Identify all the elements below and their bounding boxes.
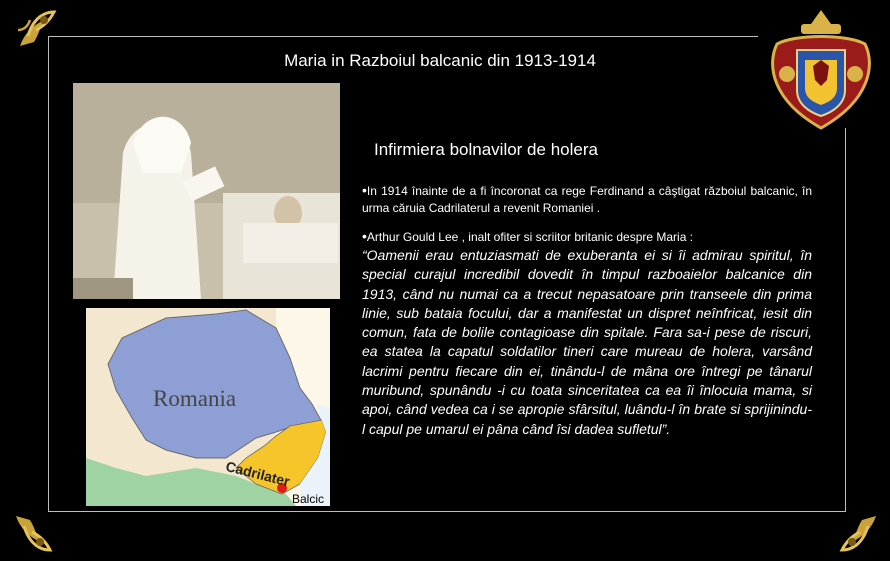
lee-quote: “Oamenii erau entuziasmati de exuberanta ei si îi admirau spiritul, în special curajul incredibil dovedit în timpul razboaielor balcanice din 1913, când nu numai ca a trecut nepasatoare prin transeele din prima linie, sub bataia focului, dar a manifestat un dispret neînfricat, iesit din comun, fata de bolile contagioase din spitale. Fara sa-i pese de riscuri, ea statea la capatul soldatilor tineri care mureau de holera, varsând lacrimi pentru fiecare din ei, tinându-l de mâna ore întregi pe tânarul muribund, spunându -i cu toata sinceritatea ca ea îi înlocuia mama, si apoi, când vedea ca i se apropie sfârsitul, luându-l în brate si sprijinindu-l capul pe umarul ei pâna când îsi dadea sufletul”. — [362, 247, 812, 437]
paragraph-lee-intro-text: Arthur Gould Lee , inalt ofiter si scriitor britanic despre Maria : — [366, 230, 694, 244]
fleur-ornament-icon — [14, 6, 60, 52]
fleur-ornament-icon — [836, 510, 882, 556]
nurse-photo — [73, 83, 340, 299]
section-subtitle: Infirmiera bolnavilor de holera — [374, 140, 598, 159]
balcic-marker — [277, 483, 287, 493]
paragraph-ferdinand — [362, 182, 812, 217]
slide-title: Maria in Razboiul balcanic din 1913-1914 — [284, 51, 596, 70]
romania-map — [86, 308, 330, 506]
frame-left-line — [48, 36, 49, 512]
paragraph-ferdinand-text: In 1914 înainte de a fi încoronat ca rege Ferdinand a câştigat războiul balcanic, în urma căruia Cadrilaterul a revenit Romaniei . — [362, 184, 812, 215]
bullet: • — [362, 228, 367, 244]
bullet: • — [362, 182, 367, 198]
frame-right-line — [845, 128, 846, 512]
map-label-balcic: Balcic — [292, 492, 325, 506]
fleur-ornament-icon — [10, 510, 56, 556]
frame-bottom-line — [48, 511, 846, 512]
map-label-cadrilater: Cadrilater — [224, 458, 292, 490]
frame-top-line — [48, 36, 758, 37]
map-label-romania: Romania — [153, 386, 237, 411]
paragraph-lee-intro — [362, 228, 812, 244]
